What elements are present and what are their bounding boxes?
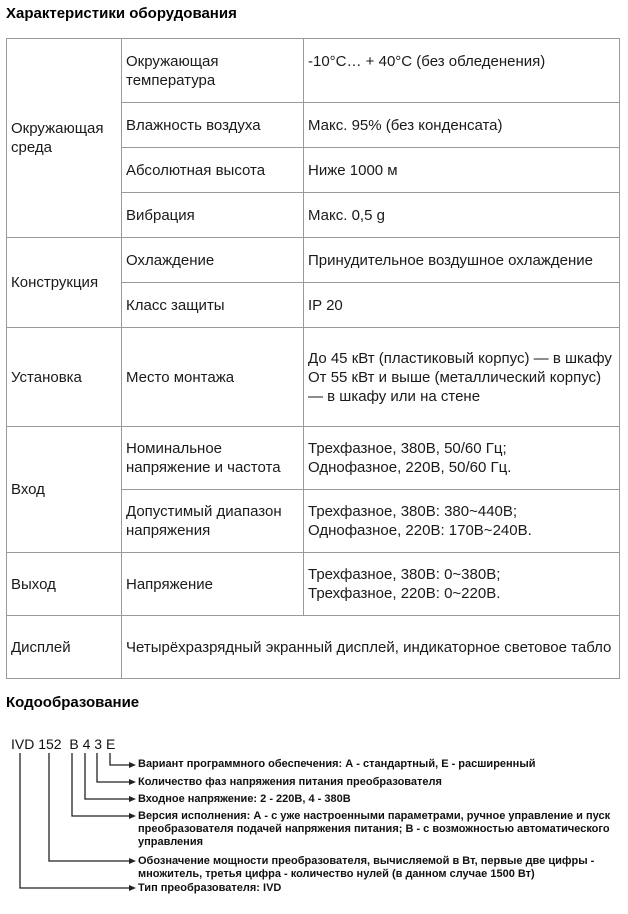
param-cell: Окружающая температура bbox=[122, 39, 304, 103]
section-title-specs: Характеристики оборудования bbox=[6, 5, 237, 22]
group-input: Вход bbox=[7, 427, 122, 553]
group-construction: Конструкция bbox=[7, 238, 122, 328]
group-environment: Окружающая среда bbox=[7, 39, 122, 238]
value-cell: IP 20 bbox=[304, 283, 620, 328]
table-row bbox=[7, 328, 620, 427]
value-line: От 55 кВт и выше (металлический корпус) — в шкафу или на стене bbox=[308, 368, 602, 405]
table-row bbox=[7, 427, 620, 490]
value-line: Однофазное, 220В: 170В~240В. bbox=[308, 522, 532, 539]
legend-software: Вариант программного обеспечения: А - стандартный, Е - расширенный bbox=[138, 758, 536, 770]
value-cell: Макс. 95% (без конденсата) bbox=[304, 103, 620, 148]
param-cell: Напряжение bbox=[122, 553, 304, 616]
value-cell bbox=[304, 490, 620, 553]
model-code: IVD 152 B 4 3 E bbox=[11, 736, 116, 752]
value-line: Трехфазное, 380В, 50/60 Гц; bbox=[308, 440, 507, 457]
legend-input-voltage: Входное напряжение: 2 - 220В, 4 - 380В bbox=[138, 793, 351, 805]
legend-phases: Количество фаз напряжения питания преобразователя bbox=[138, 776, 442, 788]
param-cell: Влажность воздуха bbox=[122, 103, 304, 148]
value-line: Трехфазное, 220В: 0~220В. bbox=[308, 585, 501, 602]
value-cell: Принудительное воздушное охлаждение bbox=[304, 238, 620, 283]
value-cell bbox=[304, 328, 620, 427]
legend-power: Обозначение мощности преобразователя, вычисляемой в Вт, первые две цифры - множитель, третья цифра - количество нулей (в данном случае 1500 Вт) bbox=[138, 855, 595, 880]
value-cell: Макс. 0,5 g bbox=[304, 193, 620, 238]
group-display: Дисплей bbox=[7, 616, 122, 679]
value-line: До 45 кВт (пластиковый корпус) — в шкафу bbox=[308, 349, 612, 367]
specs-table bbox=[6, 38, 620, 679]
value-line: Трехфазное, 380В: 380~440В; bbox=[308, 503, 518, 520]
param-cell: Охлаждение bbox=[122, 238, 304, 283]
table-row bbox=[7, 238, 620, 283]
param-cell: Абсолютная высота bbox=[122, 148, 304, 193]
value-cell: Четырёхразрядный экранный дисплей, индикаторное световое табло bbox=[122, 616, 620, 679]
value-cell: -10°C… + 40°C (без обледенения) bbox=[304, 39, 620, 103]
value-cell bbox=[304, 553, 620, 616]
param-cell: Номинальное напряжение и частота bbox=[122, 427, 304, 490]
table-row bbox=[7, 39, 620, 103]
param-cell: Вибрация bbox=[122, 193, 304, 238]
table-row bbox=[7, 616, 620, 679]
legend-version: Версия исполнения: А - с уже настроенными параметрами, ручное управление и пуск преобразователя подачей напряжения питания; В - с возможностью автоматического управления bbox=[138, 810, 611, 848]
group-output: Выход bbox=[7, 553, 122, 616]
param-cell: Класс защиты bbox=[122, 283, 304, 328]
group-install: Установка bbox=[7, 328, 122, 427]
table-row bbox=[7, 553, 620, 616]
value-line: Трехфазное, 380В: 0~380В; bbox=[308, 566, 501, 583]
param-cell: Допустимый диапазон напряжения bbox=[122, 490, 304, 553]
legend-type: Тип преобразователя: IVD bbox=[138, 882, 282, 894]
value-cell bbox=[304, 427, 620, 490]
value-line: Однофазное, 220В, 50/60 Гц. bbox=[308, 459, 512, 476]
section-title-coding: Кодообразование bbox=[6, 694, 140, 711]
code-diagram bbox=[0, 720, 628, 914]
value-cell: Ниже 1000 м bbox=[304, 148, 620, 193]
param-cell: Место монтажа bbox=[122, 328, 304, 427]
